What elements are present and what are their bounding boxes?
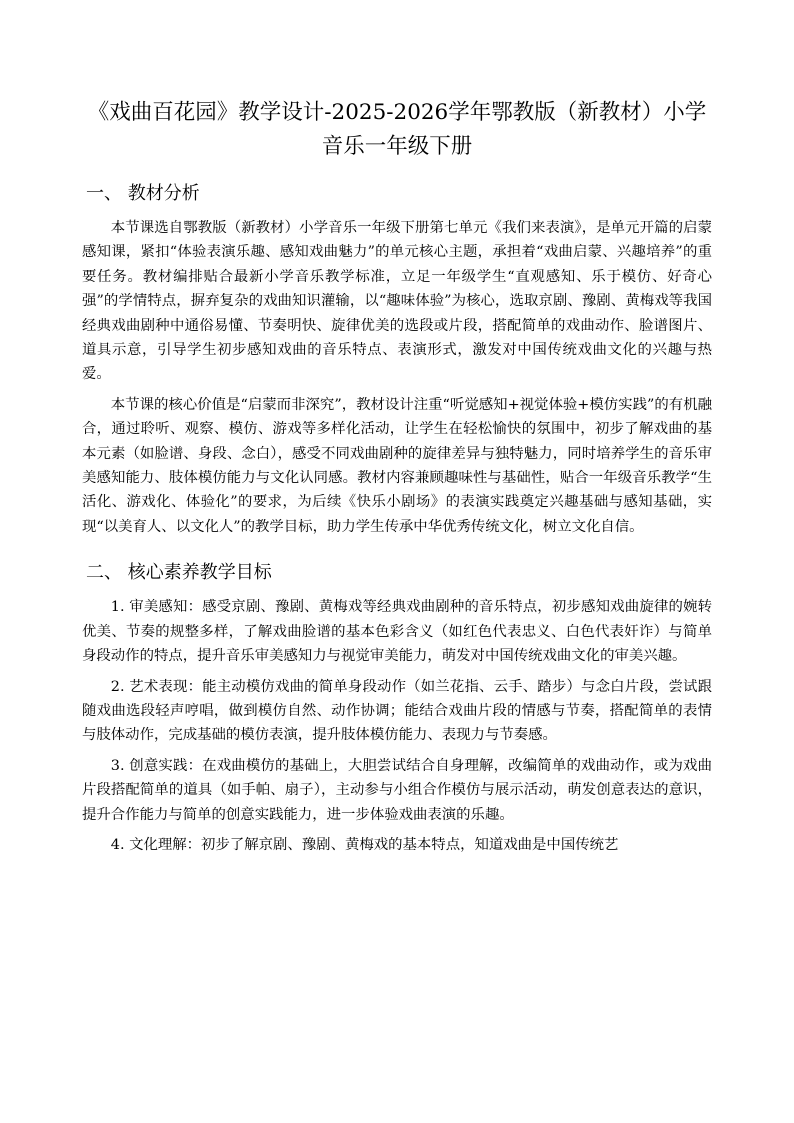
objective-item: 2. 艺术表现：能主动模仿戏曲的简单身段动作（如兰花指、云手、踏步）与念白片段，尝试跟随戏曲选段轻声哼唱，做到模仿自然、动作协调；能结合戏曲片段的情感与节奏，搭配简单的表情与肢体动作，完成基础的模仿表演，提升肢体模仿能力、表现力与节奏感。 [82, 678, 712, 744]
section-core-literacy-objectives [82, 559, 712, 857]
section-heading: 一、 教材分析 [86, 183, 200, 204]
paragraph: 本节课选自鄂教版（新教材）小学音乐一年级下册第七单元《我们来表演》，是单元开篇的启蒙感知课，紧扣“体验表演乐趣、感知戏曲魅力”的单元核心主题，承担着“戏曲启蒙、兴趣培养”的重要任务。教材编排贴合最新小学音乐教学标准，立足一年级学生“直观感知、乐于模仿、好奇心强”的学情特点，摒弃复杂的戏曲知识灌输，以“趣味体验”为核心，选取京剧、豫剧、黄梅戏等我国经典戏曲剧种中通俗易懂、节奏明快、旋律优美的选段或片段，搭配简单的戏曲动作、脸谱图片、道具示意，引导学生初步感知戏曲的音乐特点、表演形式，激发对中国传统戏曲文化的兴趣与热爱。 [82, 220, 712, 383]
document-title: 《戏曲百花园》教学设计-2025-2026学年鄂教版（新教材）小学音乐一年级下册 [87, 100, 707, 159]
objective-item: 1. 审美感知：感受京剧、豫剧、黄梅戏等经典戏曲剧种的音乐特点，初步感知戏曲旋律的婉转优美、节奏的规整多样，了解戏曲脸谱的基本色彩含义（如红色代表忠义、白色代表奸诈）与简单身段动作的特点，提升音乐审美感知力与视觉审美能力，萌发对中国传统戏曲文化的审美兴趣。 [82, 599, 712, 665]
paragraph: 本节课的核心价值是“启蒙而非深究”，教材设计注重“听觉感知+视觉体验+模仿实践”的有机融合，通过聆听、观察、模仿、游戏等多样化活动，让学生在轻松愉快的氛围中，初步了解戏曲的基本元素（如脸谱、身段、念白），感受不同戏曲剧种的旋律差异与独特魅力，同时培养学生的音乐审美感知能力、肢体模仿能力与文化认同感。教材内容兼顾趣味性与基础性，贴合一年级音乐教学“生活化、游戏化、体验化”的要求，为后续《快乐小剧场》的表演实践奠定兴趣基础与感知基础，实现“以美育人、以文化人”的教学目标，助力学生传承中华优秀传统文化，树立文化自信。 [82, 396, 712, 535]
section-textbook-analysis [82, 180, 712, 539]
objective-item: 3. 创意实践：在戏曲模仿的基础上，大胆尝试结合自身理解，改编简单的戏曲动作，或为戏曲片段搭配简单的道具（如手帕、扇子），主动参与小组合作模仿与展示活动，萌发创意表达的意识，提升合作能力与简单的创意实践能力，进一步体验戏曲表演的乐趣。 [82, 757, 712, 823]
objective-item: 4. 文化理解：初步了解京剧、豫剧、黄梅戏的基本特点，知道戏曲是中国传统艺 [110, 836, 619, 853]
section-heading: 二、 核心素养教学目标 [86, 562, 272, 584]
